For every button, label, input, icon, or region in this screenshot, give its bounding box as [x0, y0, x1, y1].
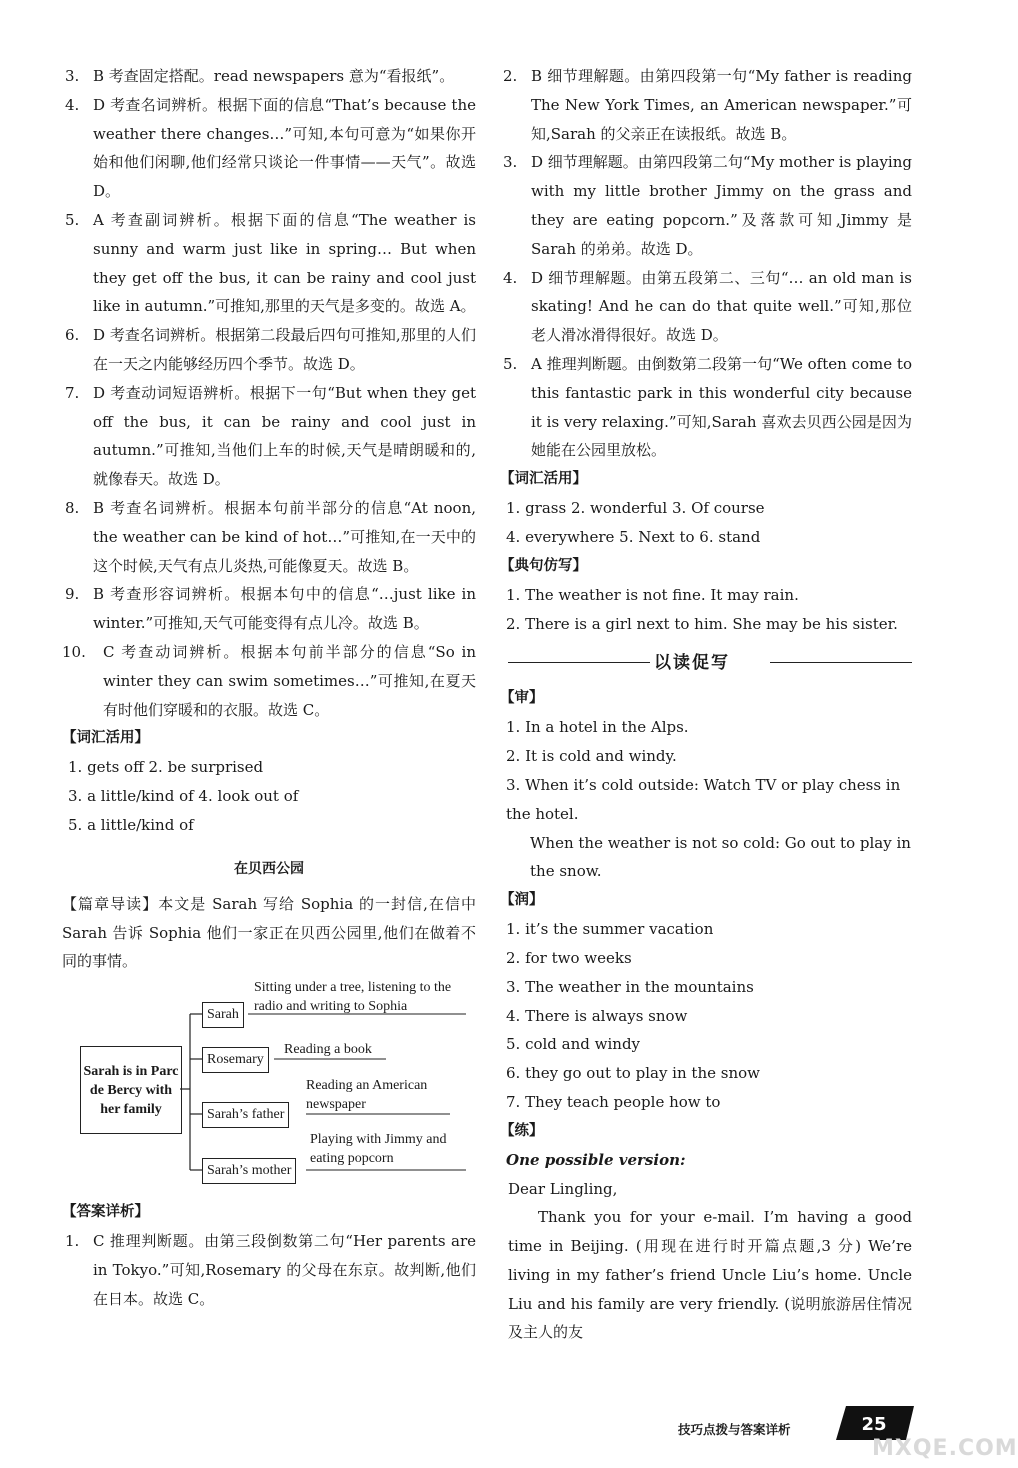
item-text: C 推理判断题。由第三段倒数第二句“Her parents are in Tokyo.”可知,Rosemary 的父母在东京。故判断,他们在日本。故选 C。 — [93, 1232, 476, 1308]
page-number-badge — [836, 1406, 914, 1440]
item-text: A 考查副词辨析。根据下面的信息“The weather is sunny and warm just like in spring… But when they get off the bus, it can be rainy and cool just like in autumn.”可推知,那里的天气是多变的。故选 A。 — [93, 210, 476, 316]
run-line: 2. for two weeks — [506, 948, 632, 967]
item-number: 9. — [65, 585, 80, 604]
item-number: 5. — [65, 210, 80, 229]
shen-line: 1. In a hotel in the Alps. — [506, 718, 689, 737]
item-text: A 推理判断题。由倒数第二段第一句“We often come to this fantastic park in this wonderful city because it is very relaxing.”可知,Sarah 喜欢去贝西公园是因为她能在公园里放松。 — [531, 354, 912, 460]
vocab-list — [62, 753, 476, 839]
answer-item — [500, 350, 912, 465]
run-line: 4. There is always snow — [506, 1006, 688, 1025]
imitate-heading: 【典句仿写】 — [500, 557, 587, 574]
run-line: 5. cold and windy — [506, 1035, 641, 1054]
answer-item — [62, 379, 476, 494]
item-text: D 考查名词辨析。根据下面的信息“That’s because the weather there changes…”可知,本句可意为“如果你开始和他们闲聊,他们经常只谈论一件事情——天气”。故选 D。 — [93, 95, 476, 201]
item-text: D 考查动词短语辨析。根据下一句“But when they get off the bus, it can be rainy and cool just in autumn.”可推知,当他们上车的时候,天气是晴朗暖和的,就像春天。故选 D。 — [93, 383, 476, 489]
item-number: 8. — [65, 498, 80, 517]
imitate-list — [500, 581, 912, 639]
item-number: 3. — [65, 67, 80, 85]
answer-item — [62, 321, 476, 379]
item-number: 4. — [503, 268, 518, 287]
run-heading: 【润】 — [500, 892, 544, 909]
item-number: 4. — [65, 95, 80, 114]
item-number: 6. — [65, 326, 80, 345]
answer-item — [62, 494, 476, 580]
answer-item-10 — [62, 638, 476, 724]
run-line: 7. They teach people how to — [506, 1092, 721, 1111]
vocab-list-right — [500, 494, 912, 552]
vocab-line: 1. gets off 2. be surprised — [68, 758, 264, 777]
mind-map-node-rosemary: Rosemary — [202, 1047, 269, 1073]
watermark: MXQE.COM — [872, 1436, 1018, 1461]
chapter-guide: 【篇章导读】本文是 Sarah 写给 Sophia 的一封信,在信中 Sarah 告诉 Sophia 他们一家正在贝西公园里,他们在做着不同的事情。 — [62, 894, 476, 971]
section-title: 以读促写 — [654, 653, 730, 674]
possible-version-label: One possible version: — [506, 1150, 686, 1169]
run-line: 1. it’s the summer vacation — [506, 920, 714, 939]
right-column — [500, 62, 912, 1347]
vocab-line: 3. a little/kind of 4. look out of — [68, 787, 299, 806]
mind-map-desc-rosemary: Reading a book — [284, 1042, 372, 1058]
answer-item — [62, 91, 476, 206]
item-number: 2. — [503, 67, 518, 85]
vocab-line: 5. a little/kind of — [68, 815, 194, 834]
item-number: 3. — [503, 153, 518, 172]
answer-detail-heading: 【答案详析】 — [62, 1204, 149, 1221]
vocab-line: 4. everywhere 5. Next to 6. stand — [506, 527, 761, 546]
item-text: C 考查动词辨析。根据本句前半部分的信息“So in winter they can swim sometimes…”可推知,在夏天有时他们穿暖和的衣服。故选 C。 — [103, 642, 476, 719]
answer-item — [62, 62, 476, 91]
shen-heading: 【审】 — [500, 690, 544, 707]
item-text: D 细节理解题。由第五段第二、三句“… an old man is skating! And he can do that quite well.”可知,那位老人滑冰滑得很好。故选 D。 — [531, 268, 912, 345]
item-text: D 细节理解题。由第四段第二句“My mother is playing with my little brother Jimmy on the grass and they are eating popcorn.”及落款可知,Jimmy 是 Sarah 的弟弟。故选 D。 — [531, 153, 912, 258]
item-number: 10. — [62, 642, 86, 661]
answer-list-part-1 — [62, 62, 476, 638]
answer-detail-list — [500, 62, 912, 465]
mind-map-desc-mother: Playing with Jimmy and eating popcorn — [310, 1132, 447, 1167]
vocab-heading: 【词汇活用】 — [62, 730, 149, 747]
imitate-line: 1. The weather is not fine. It may rain. — [506, 585, 799, 604]
run-line: 3. The weather in the mountains — [506, 977, 754, 996]
answer-item — [62, 206, 476, 321]
answer-item — [500, 264, 912, 350]
answer-item — [62, 580, 476, 638]
answer-detail-1 — [62, 1227, 476, 1313]
divider-line-left — [508, 662, 650, 663]
run-list — [500, 915, 912, 1117]
footer-label: 技巧点拨与答案详析 — [678, 1422, 791, 1437]
item-number: 1. — [65, 1232, 80, 1251]
lian-heading: 【练】 — [500, 1122, 544, 1139]
imitate-line: 2. There is a girl next to him. She may be his sister. — [506, 614, 898, 633]
item-text: B 考查名词辨析。根据本句前半部分的信息“At noon, the weather can be kind of hot…”可推知,在一天中的这个时候,天气有点儿炎热,可能像夏天。故选 B。 — [93, 498, 476, 575]
shen-line: 3. When it’s cold outside: Watch TV or play chess in the hotel. — [506, 775, 901, 823]
vocab-line: 1. grass 2. wonderful 3. Of course — [506, 499, 765, 518]
shen-line: 2. It is cold and windy. — [506, 747, 677, 766]
mind-map-node-father: Sarah’s father — [202, 1102, 289, 1128]
shen-list — [500, 713, 912, 828]
mind-map-desc-sarah: Sitting under a tree, listening to the radio and writing to Sophia — [254, 980, 452, 1015]
left-column — [62, 62, 476, 1314]
section-divider — [500, 648, 912, 678]
item-text: B 考查形容词辨析。根据本句中的信息“…just like in winter.”可推知,天气可能变得有点儿冷。故选 B。 — [93, 585, 476, 633]
mind-map-desc-father: Reading an American newspaper — [306, 1078, 428, 1113]
mind-map — [62, 980, 476, 1192]
item-text: D 考查名词辨析。根据第二段最后四句可推知,那里的人们在一天之内能够经历四个季节。故选 D。 — [93, 326, 476, 373]
run-line: 6. they go out to play in the snow — [506, 1064, 760, 1083]
item-number: 7. — [65, 383, 80, 402]
item-text: B 细节理解题。由第四段第一句“My father is reading The New York Times, an American newspaper.”可知,Sarah 的父亲正在读报纸。故选 B。 — [531, 67, 912, 143]
item-text: B 考查固定搭配。read newspapers 意为“看报纸”。 — [93, 67, 455, 85]
item-number: 5. — [503, 354, 518, 373]
mind-map-node-mother: Sarah’s mother — [202, 1158, 296, 1184]
page-number: 25 — [861, 1414, 887, 1435]
divider-line-right — [770, 662, 912, 663]
mind-map-node-sarah: Sarah — [202, 1002, 244, 1028]
answer-item — [500, 62, 912, 148]
letter-salutation: Dear Lingling, — [508, 1179, 618, 1198]
shen-extra: When the weather is not so cold: Go out to play in the snow. — [530, 833, 911, 881]
vocab-heading-right: 【词汇活用】 — [500, 471, 587, 488]
passage-title: 在贝西公园 — [234, 860, 304, 877]
letter-body: Thank you for your e-mail. I’m having a good time in Beijing. (用现在进行时开篇点题,3 分) We’re living in my father’s friend Uncle Liu’s home. Uncle Liu and his family are very friendly. (说明旅游居住情况及主人的友 — [508, 1208, 912, 1342]
mind-map-root: Sarah is in Parc de Bercy with her family — [80, 1046, 182, 1134]
answer-item — [500, 148, 912, 263]
